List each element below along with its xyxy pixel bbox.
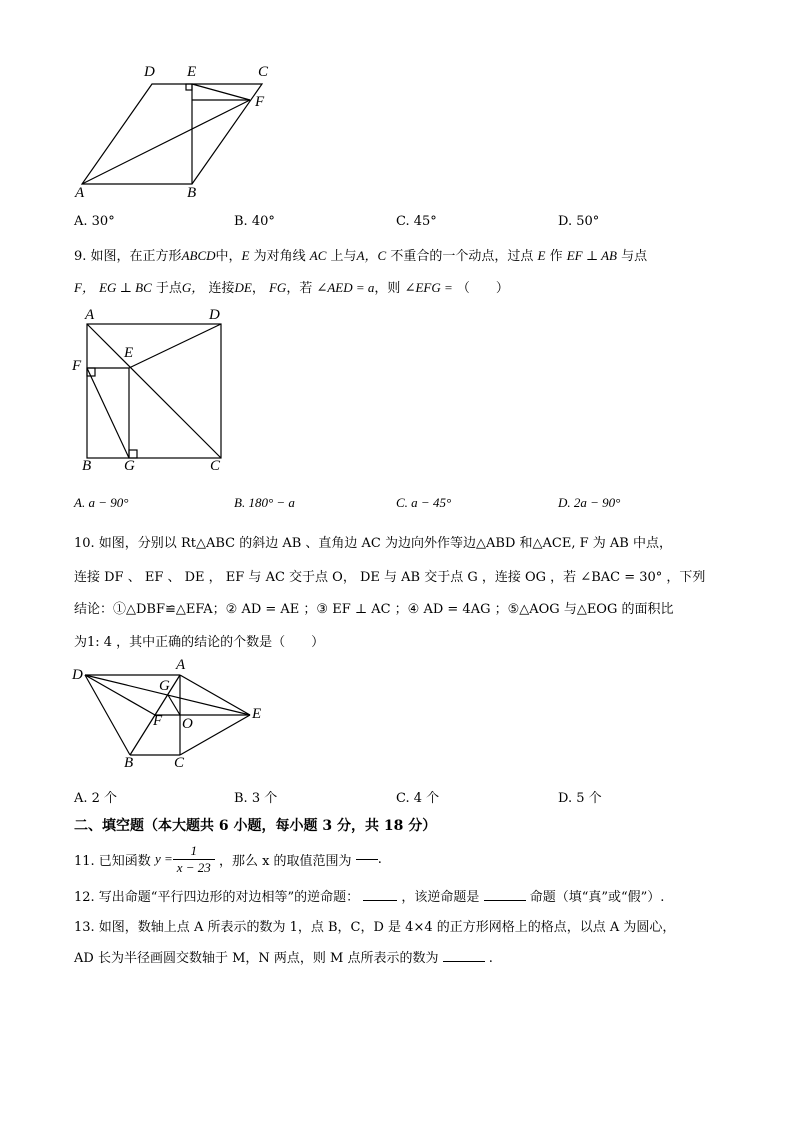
q10-line2: 连接 DF 、 EF 、 DE ， EF 与 AC 交于点 O， DE 与 AB 交于点 G ，连接 OG ，若 ∠BAC = 30° ，下列 <box>74 570 706 585</box>
label-A: A <box>85 307 95 323</box>
label-G: G <box>124 458 135 474</box>
q9-line1: 9. 如图，在正方形ABCD中，E 为对角线 AC 上与A，C 不重合的一个动点，过点 E 作 EF ⊥ AB 与点 <box>74 248 648 264</box>
answer-blank[interactable] <box>484 900 526 901</box>
label-B: B <box>187 185 197 201</box>
q9-option-c: C. a − 45° <box>396 495 452 510</box>
label-D: D <box>144 64 155 80</box>
label-E: E <box>187 64 197 80</box>
label-C: C <box>210 458 221 474</box>
q8-option-a: A. 30° <box>74 214 115 229</box>
q10-option-b: B. 3 个 <box>234 791 278 806</box>
square-diagram <box>85 322 235 472</box>
label-E: E <box>252 706 262 722</box>
q9-line2: F， EG ⊥ BC 于点G， 连接DE， FG，若 ∠AED = a，则 ∠EFG = （ ） <box>74 280 509 296</box>
answer-blank[interactable] <box>356 859 378 860</box>
q8-option-c: C. 45° <box>396 214 437 229</box>
q10-line1: 10. 如图，分别以 Rt△ABC 的斜边 AB 、直角边 AC 为边向外作等边△ABD 和△ACE, F 为 AB 中点， <box>74 536 672 551</box>
q10-option-a: A. 2 个 <box>74 791 118 806</box>
label-F: F <box>255 94 265 110</box>
q13-line2: AD 长为半径画圆交数轴于 M，N 两点，则 M 点所表示的数为 . <box>74 951 493 966</box>
answer-blank[interactable] <box>443 961 485 962</box>
parallelogram-diagram <box>70 60 290 190</box>
q13-line1: 13. 如图，数轴上点 A 所表示的数为 1，点 B，C，D 是 4×4 的正方形网格上的格点，以点 A 为圆心， <box>74 920 676 935</box>
label-F: F <box>153 713 163 729</box>
q10-line3: 结论：①△DBF≌△EFA；② AD = AE ；③ EF ⊥ AC ；④ AD = 4AG ；⑤△AOG 与△EOG 的面积比 <box>74 602 674 617</box>
q9-option-d: D. 2a − 90° <box>558 495 621 510</box>
q8-option-d: D. 50° <box>558 214 600 229</box>
label-A: A <box>75 185 85 201</box>
label-E: E <box>124 345 134 361</box>
label-G: G <box>159 678 170 694</box>
q10-option-d: D. 5 个 <box>558 791 602 806</box>
label-O: O <box>182 716 193 732</box>
label-A: A <box>176 657 186 673</box>
label-F: F <box>72 358 82 374</box>
q9-option-a: A. a − 90° <box>74 495 129 510</box>
q9-option-b: B. 180° − a <box>234 495 295 510</box>
label-C: C <box>174 755 185 771</box>
section-title: 二、填空题（本大题共 6 小题，每小题 3 分，共 18 分） <box>74 818 437 834</box>
label-B: B <box>124 755 134 771</box>
label-C: C <box>258 64 269 80</box>
q12: 12. 写出命题“平行四边形的对边相等”的逆命题： ，该逆命题是 命题（填“真”或“假”）. <box>74 890 665 905</box>
q8-option-b: B. 40° <box>234 214 275 229</box>
fraction: $\frac{1}{x - 23}$ <box>173 843 215 876</box>
q10-option-c: C. 4 个 <box>396 791 440 806</box>
q11: 11. 已知函数 y = $\frac{1}{x - 23}$ ，那么 x 的取值范围为 . <box>74 842 382 875</box>
q10-line4: 为1: 4 ，其中正确的结论的个数是（ ） <box>74 635 325 650</box>
label-D: D <box>72 667 83 683</box>
answer-blank[interactable] <box>363 900 397 901</box>
label-B: B <box>82 458 92 474</box>
label-D: D <box>209 307 220 323</box>
